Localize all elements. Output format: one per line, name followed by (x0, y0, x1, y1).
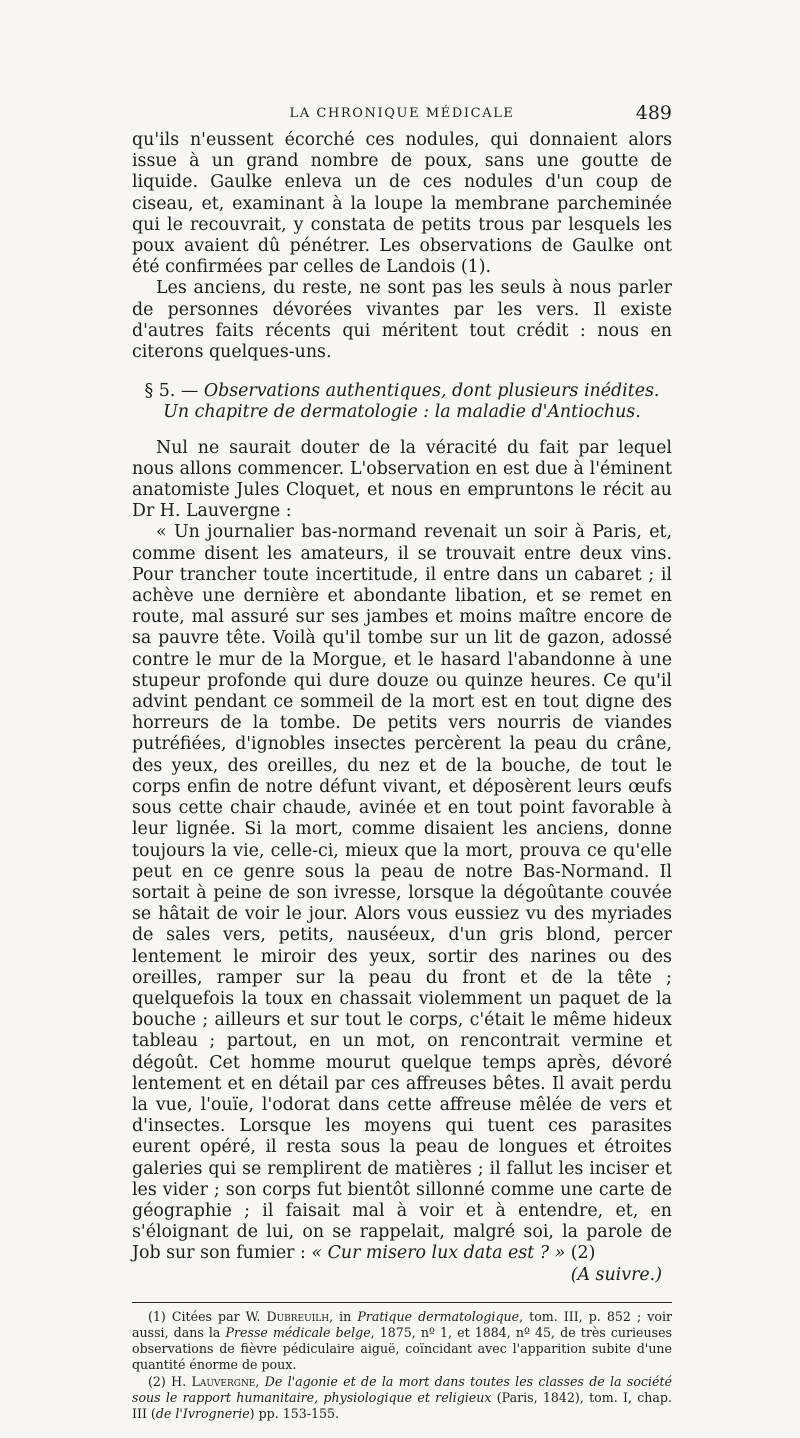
to-be-continued: (A suivre.) (570, 1264, 662, 1285)
paragraph-anciens: Les anciens, du reste, ne sont pas les seuls à nous parler de personnes dévorées vivantes par les vers. Il existe d'autres faits récents qui méritent tout crédit : nous en citerons quelques-uns. (132, 278, 672, 363)
page-header (132, 100, 672, 130)
footnote-ref-2: (2) (565, 1243, 596, 1264)
running-title: LA CHRONIQUE MÉDICALE (289, 106, 515, 121)
fn2-text: (Paris, 1842), tom. I, chap. III ( (132, 1389, 672, 1421)
paragraph-continuation: qu'ils n'eussent écorché ces nodules, qui donnaient alors issue à un grand nombre de poux, sans une goutte de liquide. Gaulke enleva un de ces nodules d'un coup de ciseau, et, examinant à la loupe la membrane parcheminée qui le recouvrait, y constata de petits trous par lesquels les poux avaient dû pénétrer. Les observations de Gaulke ont été confirmées par celles de Landois (1). (132, 130, 672, 278)
fn2-author: Lauvergne (191, 1373, 256, 1389)
fn1-author: Dubreuilh (266, 1308, 330, 1324)
fn2-text: ) pp. 153-155. (249, 1405, 340, 1421)
footnote-2 (132, 1374, 672, 1423)
section-number: § 5. — (144, 381, 204, 402)
fn1-text: (1) Citées par W. (148, 1308, 267, 1324)
footnote-rule (132, 1302, 672, 1303)
fn1-text: , in (329, 1308, 358, 1324)
section-title: Observations authentiques, dont plusieurs inédites. Un chapitre de dermatologie : la maladie d'Antiochus. (163, 381, 660, 423)
latin-quote: « Cur misero lux data est ? » (311, 1243, 566, 1264)
section-heading (132, 381, 672, 423)
page-number: 489 (635, 102, 672, 124)
fn1-work: Pratique dermatologique (357, 1308, 520, 1324)
main-text (132, 130, 672, 1286)
paragraph-cloquet: Nul ne saurait douter de la véracité du fait par lequel nous allons commencer. L'observation en est due à l'éminent anatomiste Jules Cloquet, et nous en empruntons le récit au Dr H. Lauvergne : (132, 437, 672, 522)
book-page (132, 100, 672, 1438)
fn2-work: de l'Ivrognerie (155, 1405, 250, 1421)
fn2-work: De l'agonie et de la mort dans toutes les classes de la société sous le rapport humanitaire, physiologique et religieux (132, 1373, 672, 1405)
fn2-text: , (255, 1373, 265, 1389)
paragraph-quotation (132, 522, 672, 1264)
fn1-text: , tom. III, p. 852 ; voir aussi, dans la (132, 1308, 672, 1340)
footnote-2-clip (132, 1374, 672, 1438)
fn2-text: (2) H. (148, 1373, 192, 1389)
quotation-text: « Un journalier bas-normand revenait un soir à Paris, et, comme disent les amateurs, il se trouvait entre deux vins. Pour trancher toute incertitude, il entre dans un cabaret ; il achève une dernière et abondante libation, et se remet en route, mal assuré sur ses jambes et moins maître encore de sa pauvre tête. Voilà qu'il tombe sur un lit de gazon, adossé contre le mur de la Morgue, et le hasard l'abandonne à une stupeur profonde qui dure douze ou quinze heures. Ce qu'il advint pendant ce sommeil de la mort est en tout digne des horreurs de la tombe. De petits vers nourris de viandes putréfiées, d'ignobles insectes percèrent la peau du crâne, des yeux, des oreilles, du nez et de la bouche, de tout le corps enfin de notre défunt vivant, et déposèrent leurs œufs sous cette chair chaude, avinée et en tout point favorable à leur lignée. Si la mort, comme disaient les anciens, donne toujours la vie, celle-ci, mieux que la mort, prouva ce qu'elle peut en ce genre sous la peau de notre Bas-Normand. Il sortait à peine de son ivresse, lorsque la dégoûtante couvée se hâtait de voir le jour. Alors vous eussiez vu des myriades de sales vers, petits, nauséeux, d'un gris blond, percer lentement le miroir des yeux, sortir des narines ou des oreilles, ramper sur la peau du front et de la tête ; quelquefois la toux en chassait violemment un paquet de la bouche ; ailleurs et sur tout le corps, c'était le même hideux tableau ; partout, en un mot, on rencontrait vermine et dégoût. Cet homme mourut quelque temps après, dévoré lentement et en détail par ces affreuses bêtes. Il avait perdu la vue, l'ouïe, l'odorat dans cette affreuse mêlée de vers et d'insectes. Lorsque les moyens qui tuent ces parasites eurent opéré, il resta sous la peau de longues et étroites galeries qui se remplirent de matières ; il fallut les inciser et les vider ; son corps fut bientôt sillonné comme une carte de géographie ; il faisait mal à voir et à entendre, et, en s'éloignant de lui, on se rappelait, malgré soi, la parole de Job sur son fumier : (132, 522, 672, 1264)
fn1-journal: Presse médicale belge (225, 1324, 371, 1340)
fn1-text: , 1875, nº 1, et 1884, nº 45, de très curieuses observations de fièvre pédiculaire aiguë, coïncidant avec l'apparition subite d'une quantité énorme de poux. (132, 1324, 673, 1373)
footnote-1 (132, 1309, 672, 1374)
footnotes (132, 1309, 672, 1438)
